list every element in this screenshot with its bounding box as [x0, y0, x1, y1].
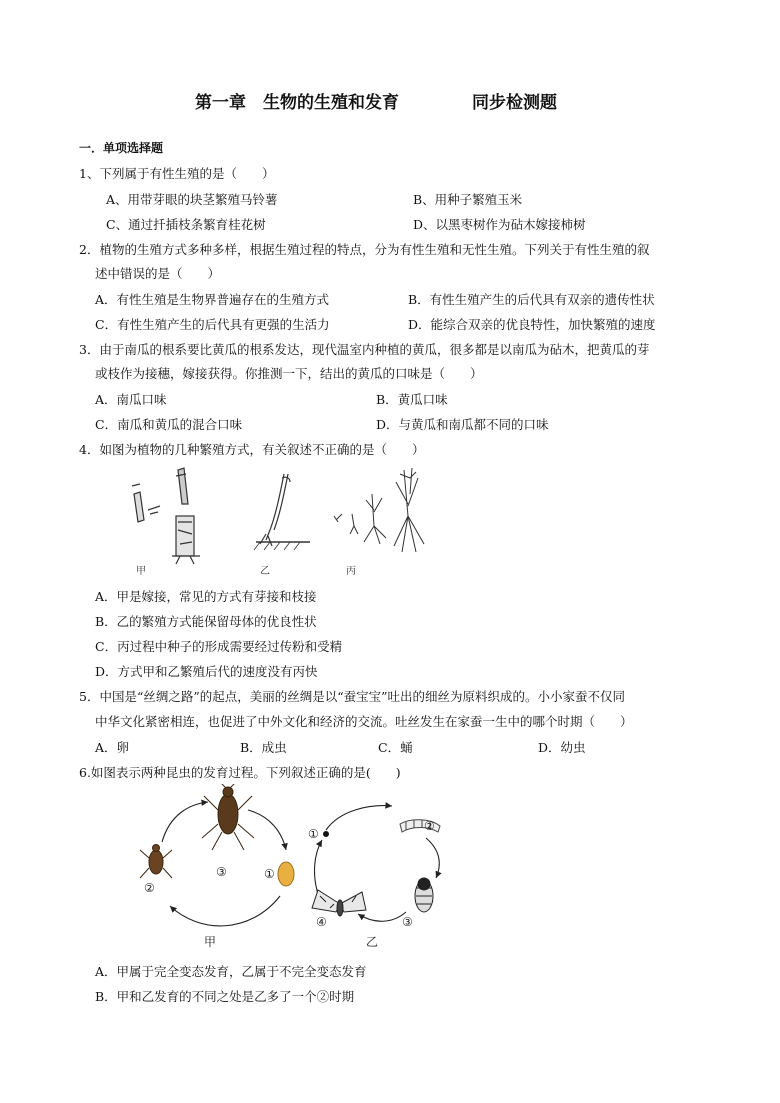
q4-fig-label-bing: 丙 — [346, 566, 356, 577]
pupa-illustration — [415, 878, 433, 912]
q3-stem-line2: 或枝作为接穗，嫁接获得。你推测一下，结出的黄瓜的口味是（ ） — [95, 366, 483, 381]
jia-stage-1-label: ① — [264, 867, 275, 881]
adult-cricket-illustration — [202, 784, 254, 850]
yi-stage-3-label: ③ — [402, 915, 413, 929]
q2-option-b: B．有性生殖产生的后代具有双亲的遗传性状 — [408, 292, 655, 307]
q3-option-d: D．与黄瓜和南瓜都不同的口味 — [376, 417, 549, 432]
yi-stage-2-label: ② — [424, 819, 435, 833]
q3-stem-line1: 3．由于南瓜的根系要比黄瓜的根系发达，现代温室内种植的黄瓜，很多都是以南瓜为砧木，把黄瓜的芽 — [79, 342, 650, 357]
egg-illustration — [278, 862, 294, 886]
q6-fig-label-yi: 乙 — [366, 935, 379, 949]
q2-stem-line1: 2．植物的生殖方式多种多样，根据生殖过程的特点，分为有性生殖和无性生殖。下列关于有性生殖的叙 — [79, 242, 650, 257]
q4-figure-propagation — [120, 464, 440, 580]
yi-stage-4-label: ④ — [316, 915, 327, 929]
q6-figure-development — [130, 784, 460, 954]
q4-fig-label-jia: 甲 — [136, 566, 146, 577]
q1-option-b: B、用种子繁殖玉米 — [413, 192, 523, 207]
q5-stem-line1: 5．中国是“丝绸之路”的起点，美丽的丝绸是以“蚕宝宝”吐出的细丝为原料织成的。小小家蚕不仅同 — [79, 689, 626, 704]
q5-option-b: B．成虫 — [240, 740, 287, 755]
q1-option-c: C、通过扦插枝条繁育桂花树 — [106, 217, 266, 232]
q2-option-d: D．能综合双亲的优良特性，加快繁殖的速度 — [408, 317, 656, 332]
q4-option-b: B．乙的繁殖方式能保留母体的优良性状 — [95, 614, 317, 629]
jia-stage-2-label: ② — [144, 881, 155, 895]
q1-stem: 1、下列属于有性生殖的是（ ） — [79, 166, 275, 181]
q5-stem-line2: 中华文化紧密相连，也促进了中外文化和经济的交流。吐丝发生在家蚕一生中的哪个时期（ ） — [95, 714, 633, 729]
page-subtitle: 同步检测题 — [472, 93, 557, 113]
q3-option-c: C．南瓜和黄瓜的混合口味 — [95, 417, 243, 432]
silkworm-egg-dot — [323, 831, 329, 837]
q4-option-d: D．方式甲和乙繁殖后代的速度没有丙快 — [95, 664, 318, 679]
q5-option-c: C．蛹 — [378, 740, 413, 755]
moth-illustration — [312, 890, 366, 916]
q1-option-a: A、用带芽眼的块茎繁殖马铃薯 — [106, 192, 278, 207]
q1-option-d: D、以黑枣树作为砧木嫁接柿树 — [413, 217, 586, 232]
q3-option-a: A．南瓜口味 — [95, 392, 167, 407]
nymph-illustration — [140, 845, 172, 879]
q4-option-a: A．甲是嫁接，常见的方式有芽接和枝接 — [95, 589, 317, 604]
q6-option-a: A．甲属于完全变态发育，乙属于不完全变态发育 — [95, 964, 367, 979]
q4-stem: 4．如图为植物的几种繁殖方式，有关叙述不正确的是（ ） — [79, 442, 425, 457]
q6-option-b: B．甲和乙发育的不同之处是乙多了一个②时期 — [95, 989, 355, 1004]
q5-option-d: D．幼虫 — [538, 740, 586, 755]
layering-illustration — [254, 474, 310, 550]
grafting-illustration — [132, 468, 200, 564]
q3-option-b: B．黄瓜口味 — [376, 392, 448, 407]
seedlings-illustration — [334, 468, 424, 552]
q2-option-a: A．有性生殖是生物界普遍存在的生殖方式 — [95, 292, 330, 307]
jia-stage-3-label: ③ — [216, 865, 227, 879]
q6-fig-label-jia: 甲 — [204, 935, 217, 949]
section-heading: 一．单项选择题 — [79, 141, 164, 155]
yi-stage-1-label: ① — [308, 827, 319, 841]
q6-stem: 6.如图表示两种昆虫的发育过程。下列叙述正确的是( ) — [79, 765, 401, 780]
q2-stem-line2: 述中错误的是（ ） — [95, 266, 221, 281]
q2-option-c: C．有性生殖产生的后代具有更强的生活力 — [95, 317, 330, 332]
q4-fig-label-yi: 乙 — [260, 566, 270, 577]
q5-option-a: A．卵 — [95, 740, 130, 755]
page-title: 第一章 生物的生殖和发育 — [195, 93, 399, 113]
q4-option-c: C．丙过程中种子的形成需要经过传粉和受精 — [95, 639, 343, 654]
